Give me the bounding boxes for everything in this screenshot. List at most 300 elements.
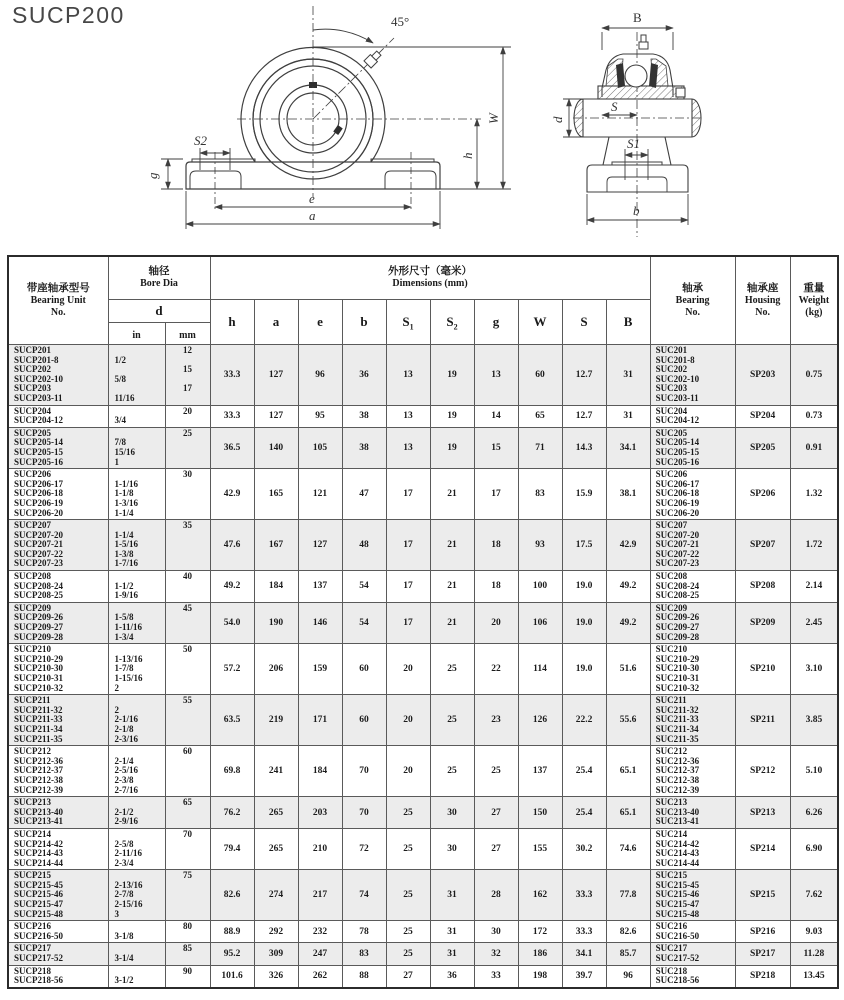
cell-bore-in	[108, 405, 165, 427]
cell-line: SUCP218	[14, 965, 52, 976]
header-text: Bearing Unit	[30, 295, 86, 306]
dim-label-h: h	[460, 152, 475, 159]
cell-dim-s: 19.0	[562, 571, 606, 603]
cell-line: SUC214	[655, 828, 688, 839]
cell-dim-s2: 19	[430, 427, 474, 468]
cell-dim-a: 167	[254, 520, 298, 571]
cell-dim-h: 33.3	[210, 405, 254, 427]
cell-dim-e: 184	[298, 746, 342, 797]
cell-dim-s1: 13	[386, 427, 430, 468]
cell-bore-in	[108, 695, 165, 746]
cell-bore-mm	[165, 695, 210, 746]
cell-weight: 3.10	[790, 644, 838, 695]
cell-dim-a: 292	[254, 921, 298, 943]
cell-bore-mm	[165, 405, 210, 427]
cell-line: SUC209-26	[655, 612, 700, 623]
table-row	[8, 427, 838, 468]
cell-housing-no: SP214	[735, 828, 790, 869]
cell-line: SUC207-20	[655, 529, 700, 540]
cell-bore-in	[108, 965, 165, 988]
cell-line: SUCP210	[14, 644, 52, 655]
cell-line: SUCP214	[14, 828, 52, 839]
cell-line: 2-3/16	[114, 733, 138, 744]
cell-dim-h: 33.3	[210, 345, 254, 406]
table-row	[8, 870, 838, 921]
cell-line: 1-1/2	[114, 580, 134, 591]
cell-line: SUCP210-31	[14, 673, 63, 683]
cell-dim-s2: 25	[430, 695, 474, 746]
dim-label-S1: S1	[627, 136, 640, 151]
cell-line: SUC218-56	[655, 975, 700, 986]
cell-line: 17	[183, 383, 192, 394]
cell-housing-no: SP216	[735, 921, 790, 943]
cell-line: SUC207	[655, 520, 688, 531]
cell-housing-no: SP213	[735, 797, 790, 829]
header-text: Housing	[744, 295, 781, 306]
cell-dim-s: 33.3	[562, 921, 606, 943]
cell-bore-mm	[165, 746, 210, 797]
cell-line: SUCP209	[14, 602, 52, 613]
cell-line: 3	[114, 908, 119, 919]
cell-line: SUC205-14	[655, 437, 700, 448]
header-bearing-unit-no	[8, 256, 108, 345]
header-dim-s1: $S_1$	[386, 300, 430, 345]
cell-line: SUCP207-21	[14, 539, 63, 550]
header-text: Bearing	[675, 295, 710, 306]
cell-line: SUC214-43	[655, 848, 700, 859]
cell-line: SUC208	[655, 571, 688, 582]
cell-bearing-no	[650, 405, 735, 427]
cell-dim-b: 77.8	[606, 870, 650, 921]
cell-dim-w: 126	[518, 695, 562, 746]
cell-line: SUCP211	[14, 695, 51, 706]
cell-line: SUCP212-39	[14, 784, 63, 795]
cell-bore-mm	[165, 828, 210, 869]
cell-dim-e: 96	[298, 345, 342, 406]
cell-line: SUC206-20	[655, 507, 700, 518]
front-centerlines	[215, 6, 481, 212]
header-dim-h: h	[210, 300, 254, 345]
table-row	[8, 695, 838, 746]
cell-bearing-no	[650, 870, 735, 921]
cell-line: SUC209-28	[655, 631, 700, 642]
cell-line: SUCP217	[14, 943, 52, 954]
cell-bearing-unit-no	[8, 943, 108, 965]
cell-line: 75	[183, 870, 192, 881]
table-row	[8, 602, 838, 643]
cell-housing-no: SP203	[735, 345, 790, 406]
cell-dim-b: 51.6	[606, 644, 650, 695]
cell-line	[168, 416, 208, 426]
cell-line: SUC206-19	[655, 497, 700, 508]
cell-line: SUCP210-30	[14, 663, 63, 674]
cell-dim-h: 101.6	[210, 965, 254, 988]
cell-dim-w: 60	[518, 345, 562, 406]
cell-line	[168, 954, 208, 964]
cell-bearing-no	[650, 921, 735, 943]
cell-weight: 0.91	[790, 427, 838, 468]
header-mm: mm	[165, 323, 210, 345]
cell-dim-s: 14.3	[562, 427, 606, 468]
table-row	[8, 571, 838, 603]
cell-dim-s1: 25	[386, 943, 430, 965]
cell-dim-b: 55.6	[606, 695, 650, 746]
cell-dim-h: 88.9	[210, 921, 254, 943]
cell-line: SUC210-31	[655, 673, 700, 683]
cell-bearing-unit-no	[8, 345, 108, 406]
dim-label-a: a	[309, 208, 316, 223]
cell-dim-e: 203	[298, 797, 342, 829]
cell-line: 2-15/16	[114, 899, 143, 910]
cell-dim-h: 42.9	[210, 469, 254, 520]
cell-line: SUCP215-47	[14, 899, 63, 910]
side-view-drawing	[540, 2, 760, 254]
cell-line: 2-1/2	[114, 806, 134, 817]
cell-weight: 9.03	[790, 921, 838, 943]
cell-line: SUC208-24	[655, 580, 700, 591]
header-dim-a: a	[254, 300, 298, 345]
cell-dim-b: 83	[342, 943, 386, 965]
cell-dim-e: 217	[298, 870, 342, 921]
cell-line: SUC204-12	[655, 415, 700, 426]
header-text: No.	[50, 306, 66, 318]
cell-dim-b: 70	[342, 797, 386, 829]
cell-line: 1-1/16	[114, 478, 138, 489]
cell-dim-e: 137	[298, 571, 342, 603]
cell-line: 1/2	[114, 354, 127, 365]
cell-line: 1	[114, 456, 119, 467]
cell-dim-b: 49.2	[606, 602, 650, 643]
cell-line: SUCP210-32	[14, 682, 63, 693]
header-in: in	[108, 323, 165, 345]
cell-bearing-unit-no	[8, 427, 108, 468]
cell-line	[168, 633, 208, 643]
cell-weight: 1.72	[790, 520, 838, 571]
cell-dim-s: 34.1	[562, 943, 606, 965]
cell-dim-b: 38	[342, 405, 386, 427]
cell-bearing-unit-no	[8, 405, 108, 427]
cell-dim-s1: 25	[386, 828, 430, 869]
cell-line: SUCP216-50	[14, 930, 63, 941]
cell-dim-a: 206	[254, 644, 298, 695]
dim-label-b: b	[633, 203, 640, 218]
header-text: 轴径	[148, 266, 170, 278]
cell-line: 2-3/8	[114, 774, 134, 785]
cell-dim-b: 38.1	[606, 469, 650, 520]
header-text: 带座轴承型号	[26, 283, 90, 294]
cell-line	[168, 976, 208, 986]
cell-dim-e: 232	[298, 921, 342, 943]
cell-dim-b: 70	[342, 746, 386, 797]
cell-dim-h: 36.5	[210, 427, 254, 468]
cell-dim-b: 85.7	[606, 943, 650, 965]
cell-line: SUC213	[655, 797, 688, 808]
cell-weight: 3.85	[790, 695, 838, 746]
cell-line: SUC216	[655, 921, 688, 932]
cell-dim-g: 18	[474, 520, 518, 571]
cell-line: SUC212	[655, 746, 688, 757]
cell-line: 7/8	[114, 437, 127, 448]
cell-dim-s2: 21	[430, 602, 474, 643]
cell-dim-s1: 13	[386, 345, 430, 406]
dim-label-B: B	[633, 10, 642, 25]
cell-dim-b: 65.1	[606, 746, 650, 797]
header-text: 重量	[803, 283, 825, 294]
cell-line: SUCP204-12	[14, 415, 63, 426]
cell-line: SUCP211-32	[14, 704, 63, 715]
cell-line: 3/4	[114, 415, 127, 426]
cell-dim-b: 54	[342, 571, 386, 603]
cell-line	[168, 591, 208, 601]
table-row	[8, 405, 838, 427]
cell-bearing-unit-no	[8, 870, 108, 921]
cell-dim-s: 19.0	[562, 644, 606, 695]
cell-dim-e: 210	[298, 828, 342, 869]
cell-bore-in	[108, 427, 165, 468]
cell-line: SUCP209-27	[14, 622, 63, 633]
cell-line: 2-5/16	[114, 765, 138, 776]
cell-dim-e: 146	[298, 602, 342, 643]
header-dim-e: e	[298, 300, 342, 345]
cell-line: SUC213-40	[655, 806, 700, 817]
header-dim-b: B	[606, 300, 650, 345]
cell-line: SUC212-37	[655, 765, 700, 776]
cell-line: 3-1/4	[114, 953, 134, 964]
cell-dim-s1: 25	[386, 870, 430, 921]
cell-dim-s: 15.9	[562, 469, 606, 520]
cell-line: SUCP207-23	[14, 558, 63, 569]
cell-housing-no: SP211	[735, 695, 790, 746]
cell-weight: 13.45	[790, 965, 838, 988]
cell-housing-no: SP217	[735, 943, 790, 965]
cell-line: SUC215-45	[655, 879, 700, 890]
cell-bearing-unit-no	[8, 746, 108, 797]
cell-line: SUC217-52	[655, 953, 700, 964]
cell-line: 90	[183, 965, 192, 976]
cell-bearing-no	[650, 427, 735, 468]
cell-dim-s: 22.2	[562, 695, 606, 746]
cell-line: SUCP201-8	[14, 354, 59, 365]
table-row	[8, 746, 838, 797]
cell-dim-s2: 21	[430, 520, 474, 571]
cell-line: 1-1/8	[114, 488, 134, 499]
cell-line: SUC215	[655, 870, 688, 881]
cell-bore-in	[108, 870, 165, 921]
cell-dim-e: 247	[298, 943, 342, 965]
cell-bore-in	[108, 602, 165, 643]
cell-dim-h: 47.6	[210, 520, 254, 571]
cell-dim-g: 22	[474, 644, 518, 695]
table-row	[8, 828, 838, 869]
cell-dim-w: 150	[518, 797, 562, 829]
cell-line: SUC203-11	[655, 392, 699, 403]
cell-housing-no: SP212	[735, 746, 790, 797]
cell-dim-g: 13	[474, 345, 518, 406]
cell-dim-a: 219	[254, 695, 298, 746]
cell-housing-no: SP207	[735, 520, 790, 571]
cell-bore-mm	[165, 520, 210, 571]
cell-dim-s1: 20	[386, 746, 430, 797]
cell-dim-s2: 30	[430, 828, 474, 869]
table-row	[8, 469, 838, 520]
cell-line: SUCP205-15	[14, 446, 63, 457]
header-weight	[790, 256, 838, 345]
cell-line: SUC205	[655, 427, 688, 438]
cell-dim-g: 20	[474, 602, 518, 643]
cell-bore-mm	[165, 345, 210, 406]
cell-dim-b: 78	[342, 921, 386, 943]
cell-line	[168, 910, 208, 920]
cell-dim-a: 140	[254, 427, 298, 468]
cell-line: SUCP215-45	[14, 879, 63, 890]
table-row	[8, 644, 838, 695]
header-dim-b: b	[342, 300, 386, 345]
cell-dim-w: 106	[518, 602, 562, 643]
cell-line: SUCP211-34	[14, 723, 63, 734]
cell-bearing-no	[650, 965, 735, 988]
cell-dim-b: 60	[342, 644, 386, 695]
cell-line: 20	[183, 405, 192, 416]
cell-dim-b: 49.2	[606, 571, 650, 603]
cell-dim-w: 186	[518, 943, 562, 965]
cell-bearing-no	[650, 746, 735, 797]
cell-dim-g: 30	[474, 921, 518, 943]
cell-line: SUCP206-17	[14, 478, 63, 489]
cell-line: SUCP205-16	[14, 456, 63, 467]
cell-line: 2-1/4	[114, 755, 134, 766]
dim-label-S: S	[611, 99, 618, 114]
cell-line: SUCP213-41	[14, 816, 63, 827]
cell-dim-s1: 17	[386, 520, 430, 571]
cell-line: 12	[183, 345, 192, 355]
cell-bearing-unit-no	[8, 644, 108, 695]
cell-dim-w: 172	[518, 921, 562, 943]
cell-line: SUCP207	[14, 520, 52, 531]
cell-line: SUC206-18	[655, 488, 700, 499]
header-housing-no	[735, 256, 790, 345]
cell-bearing-unit-no	[8, 571, 108, 603]
header-text: 轴承座	[746, 283, 779, 294]
cell-dim-s1: 25	[386, 797, 430, 829]
cell-line: 1-3/8	[114, 548, 134, 559]
cell-dim-b: 82.6	[606, 921, 650, 943]
cell-dim-b: 72	[342, 828, 386, 869]
cell-line: SUCP215-48	[14, 908, 63, 919]
cell-dim-b: 47	[342, 469, 386, 520]
cell-line: SUCP202-10	[14, 373, 63, 384]
cell-line: SUCP206-20	[14, 507, 63, 518]
header-text: 轴承	[682, 283, 704, 294]
header-bearing-no	[650, 256, 735, 345]
cell-dim-w: 162	[518, 870, 562, 921]
cell-dim-b: 42.9	[606, 520, 650, 571]
cell-bore-in	[108, 828, 165, 869]
table-row	[8, 921, 838, 943]
cell-dim-a: 184	[254, 571, 298, 603]
cell-bearing-no	[650, 828, 735, 869]
side-grease-fitting	[637, 35, 650, 54]
cell-dim-b: 54	[342, 602, 386, 643]
cell-line: SUCP209-28	[14, 631, 63, 642]
cell-dim-s2: 36	[430, 965, 474, 988]
cell-line: SUCP215-46	[14, 889, 63, 900]
cell-dim-w: 137	[518, 746, 562, 797]
cell-line: 5/8	[114, 373, 127, 384]
cell-dim-b: 60	[342, 695, 386, 746]
cell-line: SUC210-29	[655, 653, 700, 664]
cell-line: 50	[183, 644, 192, 655]
cell-line: SUC207-21	[655, 539, 700, 550]
cell-line: 1-7/16	[114, 558, 138, 569]
cell-dim-e: 121	[298, 469, 342, 520]
cell-weight: 1.32	[790, 469, 838, 520]
cell-bearing-no	[650, 602, 735, 643]
cell-line: SUC213-41	[655, 816, 700, 827]
cell-dim-a: 127	[254, 405, 298, 427]
cell-dim-g: 33	[474, 965, 518, 988]
cell-line	[168, 817, 208, 827]
cell-bearing-no	[650, 345, 735, 406]
header-text: No.	[755, 306, 770, 318]
cell-dim-s2: 31	[430, 870, 474, 921]
cell-dim-a: 265	[254, 828, 298, 869]
cell-line: SUC211	[655, 695, 687, 706]
cell-line: SUC206-17	[655, 478, 700, 489]
cell-line: SUC206	[655, 469, 688, 480]
cell-dim-h: 49.2	[210, 571, 254, 603]
cell-line: SUC210	[655, 644, 688, 655]
cell-dim-s2: 19	[430, 405, 474, 427]
cell-dim-w: 114	[518, 644, 562, 695]
cell-dim-b: 48	[342, 520, 386, 571]
cell-housing-no: SP208	[735, 571, 790, 603]
cell-line: 1-1/4	[114, 507, 134, 518]
header-text: (kg)	[805, 306, 823, 318]
cell-line: SUC218	[655, 965, 688, 976]
cell-line: SUC216-50	[655, 930, 700, 941]
cell-line: SUC212-36	[655, 755, 700, 766]
cell-line: SUCP210-29	[14, 653, 63, 664]
cell-line: SUC215-48	[655, 908, 700, 919]
cell-line: 1-3/16	[114, 497, 138, 508]
cell-line: SUCP213	[14, 797, 52, 808]
cell-dim-a: 190	[254, 602, 298, 643]
cell-line: SUC210-30	[655, 663, 700, 674]
cell-weight: 6.90	[790, 828, 838, 869]
cell-line	[168, 786, 208, 796]
cell-line	[168, 458, 208, 468]
cell-line: SUC209-27	[655, 622, 700, 633]
cell-dim-w: 198	[518, 965, 562, 988]
cell-line: SUC214-44	[655, 857, 700, 868]
cell-line: SUC208-25	[655, 590, 700, 601]
cell-bearing-unit-no	[8, 695, 108, 746]
cell-bearing-unit-no	[8, 602, 108, 643]
page-title: SUCP200	[12, 2, 125, 28]
cell-dim-h: 82.6	[210, 870, 254, 921]
cell-dim-s: 17.5	[562, 520, 606, 571]
dim-label-w: W	[486, 113, 501, 124]
front-view-drawing	[95, 2, 525, 254]
cell-line: SUCP213-40	[14, 806, 63, 817]
cell-line	[168, 509, 208, 519]
cell-bore-in	[108, 571, 165, 603]
header-dim-s2: $S_2$	[430, 300, 474, 345]
cell-dim-s1: 25	[386, 921, 430, 943]
cell-line: 2-7/16	[114, 784, 138, 795]
cell-line: SUCP212-36	[14, 755, 63, 766]
cell-dim-w: 93	[518, 520, 562, 571]
